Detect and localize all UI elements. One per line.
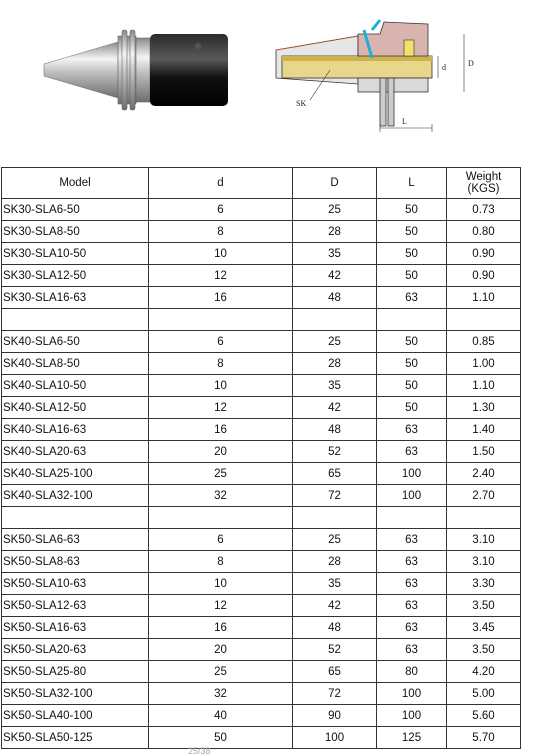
cell-model: SK40-SLA8-50 — [2, 353, 149, 375]
cell-small-d: 16 — [149, 419, 293, 441]
header-small-d: d — [149, 168, 293, 199]
cell-weight: 1.10 — [447, 375, 521, 397]
cell-model: SK50-SLA20-63 — [2, 639, 149, 661]
empty-cell — [377, 507, 447, 529]
cell-big-d: 72 — [293, 683, 377, 705]
cell-small-d: 8 — [149, 353, 293, 375]
cell-small-d: 12 — [149, 265, 293, 287]
table-row — [2, 573, 521, 595]
cell-length: 100 — [377, 683, 447, 705]
cell-model: SK40-SLA25-100 — [2, 463, 149, 485]
table-row — [2, 441, 521, 463]
header-weight: Weight (KGS) — [447, 168, 521, 199]
empty-cell — [2, 309, 149, 331]
cell-weight: 3.45 — [447, 617, 521, 639]
table-header-row — [2, 168, 521, 199]
cell-weight: 5.60 — [447, 705, 521, 727]
cell-big-d: 48 — [293, 617, 377, 639]
cell-big-d: 35 — [293, 243, 377, 265]
cell-small-d: 16 — [149, 617, 293, 639]
cell-model: SK40-SLA32-100 — [2, 485, 149, 507]
table-row — [2, 727, 521, 749]
empty-cell — [447, 507, 521, 529]
cell-length: 80 — [377, 661, 447, 683]
cell-big-d: 90 — [293, 705, 377, 727]
cell-length: 100 — [377, 463, 447, 485]
cell-length: 63 — [377, 287, 447, 309]
cell-weight: 2.70 — [447, 485, 521, 507]
cell-weight: 0.90 — [447, 265, 521, 287]
cell-weight: 1.10 — [447, 287, 521, 309]
table-row — [2, 705, 521, 727]
cell-weight: 3.50 — [447, 595, 521, 617]
cell-small-d: 25 — [149, 661, 293, 683]
cell-length: 63 — [377, 551, 447, 573]
product-figures — [0, 0, 535, 166]
table-row — [2, 683, 521, 705]
cell-weight: 3.10 — [447, 529, 521, 551]
cell-model: SK30-SLA6-50 — [2, 199, 149, 221]
spec-table-body — [2, 199, 521, 749]
page-marker: 25/38 — [188, 746, 211, 756]
table-row — [2, 617, 521, 639]
cell-big-d: 52 — [293, 441, 377, 463]
cell-small-d: 40 — [149, 705, 293, 727]
cell-small-d: 20 — [149, 441, 293, 463]
cell-big-d: 25 — [293, 199, 377, 221]
cell-small-d: 25 — [149, 463, 293, 485]
cell-big-d: 42 — [293, 397, 377, 419]
cell-weight: 3.30 — [447, 573, 521, 595]
cell-big-d: 48 — [293, 419, 377, 441]
cell-model: SK50-SLA12-63 — [2, 595, 149, 617]
cell-length: 50 — [377, 353, 447, 375]
cell-small-d: 6 — [149, 199, 293, 221]
cell-length: 50 — [377, 331, 447, 353]
table-row — [2, 353, 521, 375]
group-spacer-row — [2, 507, 521, 529]
table-row — [2, 199, 521, 221]
cell-length: 50 — [377, 265, 447, 287]
cell-big-d: 72 — [293, 485, 377, 507]
cell-small-d: 10 — [149, 573, 293, 595]
cross-section-drawing — [268, 8, 488, 138]
cell-model: SK50-SLA40-100 — [2, 705, 149, 727]
cell-big-d: 100 — [293, 727, 377, 749]
cell-model: SK40-SLA20-63 — [2, 441, 149, 463]
cell-weight: 3.50 — [447, 639, 521, 661]
cell-weight: 0.90 — [447, 243, 521, 265]
cell-length: 63 — [377, 595, 447, 617]
cell-length: 63 — [377, 573, 447, 595]
header-model: Model — [2, 168, 149, 199]
cell-weight: 1.40 — [447, 419, 521, 441]
cell-weight: 1.00 — [447, 353, 521, 375]
sk-label: SK — [296, 99, 307, 108]
cell-small-d: 6 — [149, 529, 293, 551]
cell-length: 63 — [377, 639, 447, 661]
cell-length: 63 — [377, 529, 447, 551]
cell-model: SK40-SLA16-63 — [2, 419, 149, 441]
empty-cell — [2, 507, 149, 529]
cell-small-d: 8 — [149, 221, 293, 243]
table-row — [2, 287, 521, 309]
cell-big-d: 42 — [293, 265, 377, 287]
cell-length: 100 — [377, 485, 447, 507]
cell-weight: 0.85 — [447, 331, 521, 353]
cell-big-d: 25 — [293, 331, 377, 353]
cell-model: SK50-SLA10-63 — [2, 573, 149, 595]
cell-model: SK50-SLA50-125 — [2, 727, 149, 749]
small-d-label: d — [442, 63, 446, 72]
cell-big-d: 42 — [293, 595, 377, 617]
cell-model: SK50-SLA16-63 — [2, 617, 149, 639]
cell-small-d: 32 — [149, 683, 293, 705]
cell-big-d: 65 — [293, 661, 377, 683]
cell-big-d: 28 — [293, 353, 377, 375]
cell-big-d: 35 — [293, 573, 377, 595]
cell-length: 63 — [377, 441, 447, 463]
cell-model: SK40-SLA10-50 — [2, 375, 149, 397]
cell-weight: 2.40 — [447, 463, 521, 485]
cell-big-d: 52 — [293, 639, 377, 661]
cell-length: 125 — [377, 727, 447, 749]
cell-small-d: 20 — [149, 639, 293, 661]
cell-weight: 1.50 — [447, 441, 521, 463]
header-length: L — [377, 168, 447, 199]
cell-small-d: 6 — [149, 331, 293, 353]
cell-weight: 0.80 — [447, 221, 521, 243]
empty-cell — [293, 507, 377, 529]
header-big-d: D — [293, 168, 377, 199]
cell-model: SK40-SLA12-50 — [2, 397, 149, 419]
cell-weight: 4.20 — [447, 661, 521, 683]
table-row — [2, 551, 521, 573]
table-row — [2, 375, 521, 397]
table-row — [2, 265, 521, 287]
cell-small-d: 50 — [149, 727, 293, 749]
table-row — [2, 243, 521, 265]
table-row — [2, 331, 521, 353]
group-spacer-row — [2, 309, 521, 331]
cell-length: 50 — [377, 221, 447, 243]
empty-cell — [149, 507, 293, 529]
cell-length: 50 — [377, 375, 447, 397]
cell-big-d: 25 — [293, 529, 377, 551]
cell-model: SK50-SLA8-63 — [2, 551, 149, 573]
cell-weight: 0.73 — [447, 199, 521, 221]
table-row — [2, 397, 521, 419]
cell-small-d: 8 — [149, 551, 293, 573]
table-row — [2, 221, 521, 243]
empty-cell — [447, 309, 521, 331]
cell-model: SK30-SLA12-50 — [2, 265, 149, 287]
table-row — [2, 595, 521, 617]
empty-cell — [293, 309, 377, 331]
cell-big-d: 48 — [293, 287, 377, 309]
cell-model: SK30-SLA16-63 — [2, 287, 149, 309]
cell-length: 50 — [377, 243, 447, 265]
cell-model: SK50-SLA32-100 — [2, 683, 149, 705]
cell-model: SK50-SLA6-63 — [2, 529, 149, 551]
empty-cell — [149, 309, 293, 331]
length-label: L — [402, 117, 407, 126]
empty-cell — [377, 309, 447, 331]
cell-small-d: 10 — [149, 375, 293, 397]
cell-model: SK30-SLA8-50 — [2, 221, 149, 243]
table-row — [2, 463, 521, 485]
cell-length: 100 — [377, 705, 447, 727]
cell-length: 50 — [377, 397, 447, 419]
table-row — [2, 529, 521, 551]
tool-holder-photo — [40, 20, 240, 120]
cell-length: 63 — [377, 419, 447, 441]
table-row — [2, 485, 521, 507]
cell-big-d: 28 — [293, 221, 377, 243]
big-d-label: D — [468, 59, 474, 68]
cell-big-d: 65 — [293, 463, 377, 485]
cell-model: SK40-SLA6-50 — [2, 331, 149, 353]
cell-weight: 5.70 — [447, 727, 521, 749]
cell-small-d: 12 — [149, 397, 293, 419]
table-row — [2, 661, 521, 683]
cell-weight: 3.10 — [447, 551, 521, 573]
table-row — [2, 639, 521, 661]
table-row — [2, 419, 521, 441]
cell-big-d: 35 — [293, 375, 377, 397]
cell-small-d: 16 — [149, 287, 293, 309]
spec-table — [1, 167, 521, 749]
cell-small-d: 12 — [149, 595, 293, 617]
cell-length: 63 — [377, 617, 447, 639]
cell-model: SK50-SLA25-80 — [2, 661, 149, 683]
cell-weight: 5.00 — [447, 683, 521, 705]
cell-small-d: 10 — [149, 243, 293, 265]
cell-length: 50 — [377, 199, 447, 221]
cell-model: SK30-SLA10-50 — [2, 243, 149, 265]
cell-small-d: 32 — [149, 485, 293, 507]
cell-big-d: 28 — [293, 551, 377, 573]
cell-weight: 1.30 — [447, 397, 521, 419]
